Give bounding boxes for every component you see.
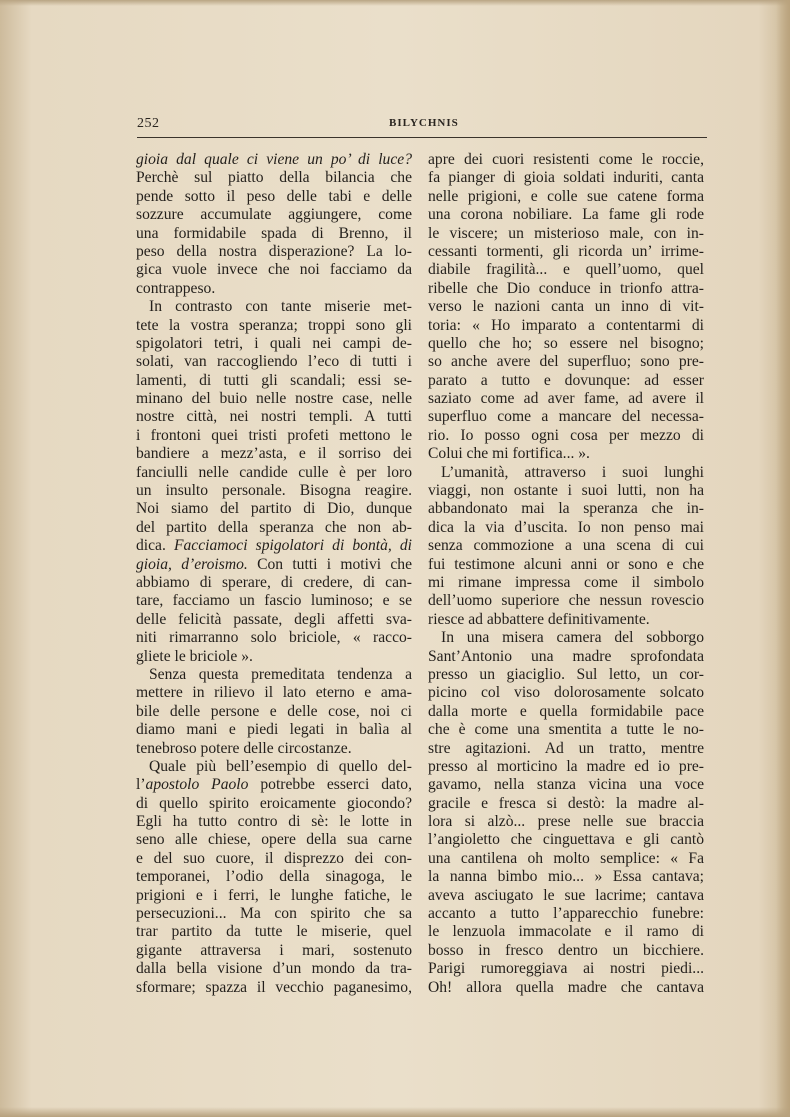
text-segment: una formidabile spada di Brenno, il	[136, 224, 412, 242]
text-segment: presso al morticino la madre ed io pre-	[428, 757, 704, 775]
text-segment: lamenti, di tutti gli scandali; essi se-	[136, 371, 412, 389]
text-line	[428, 740, 704, 758]
text-segment: senza commozione a una scena di cui	[428, 537, 704, 555]
text-line	[136, 795, 412, 813]
text-line	[136, 261, 412, 279]
text-line	[136, 243, 412, 261]
text-segment: presso un giaciglio. Sul letto, un cor-	[428, 665, 704, 683]
text-segment: Perchè sul piatto della bilancia che	[136, 169, 412, 187]
text-segment: pende sotto il peso delle tabi e delle	[136, 187, 412, 205]
text-segment: le viscere; un misterioso male, con in-	[428, 224, 704, 242]
text-line	[428, 390, 704, 408]
text-line	[428, 261, 704, 279]
text-segment: prigioni e i ferri, le lunghe fatiche, le	[136, 886, 412, 904]
page-header	[137, 116, 707, 136]
text-line	[428, 979, 704, 997]
text-segment: dica.	[136, 537, 174, 555]
text-line	[428, 574, 704, 592]
text-line	[136, 335, 412, 353]
text-line	[136, 225, 412, 243]
text-segment: abbiamo di sperare, di credere, di can-	[136, 573, 412, 591]
text-segment: bosso in fresco dentro un bicchiere.	[428, 941, 704, 959]
text-segment: accanto a tutto l’apparecchio funebre:	[428, 905, 704, 923]
text-line	[136, 648, 412, 666]
text-segment: superfluo come a mancare del necessa-	[428, 408, 704, 426]
text-line	[136, 206, 412, 224]
text-segment: delle felicità passate, degli affetti sva-	[136, 610, 412, 628]
text-line	[428, 758, 704, 776]
header-rule	[137, 137, 707, 138]
text-line	[428, 500, 704, 518]
right-text-column	[428, 151, 704, 997]
text-line	[136, 592, 412, 610]
text-line	[136, 721, 412, 739]
text-segment: mi rimane impressa come il simbolo	[428, 573, 704, 591]
text-line	[136, 427, 412, 445]
page-top-edge-shadow	[0, 0, 790, 6]
text-line	[136, 887, 412, 905]
text-segment: l’angioletto che cinguettava e gli cantò	[428, 831, 704, 849]
text-line	[428, 813, 704, 831]
text-line	[428, 408, 704, 426]
text-segment: lora si alzò... prese nelle sue braccia	[428, 813, 704, 831]
text-line	[136, 923, 412, 941]
text-line	[136, 960, 412, 978]
text-segment: fa pianger di gioia soldati induriti, canta	[428, 169, 704, 187]
text-segment: diabile fragilità... e quell’uomo, quel	[428, 261, 704, 279]
text-line	[428, 960, 704, 978]
text-segment: apre dei cuori resistenti come le roccie,	[428, 151, 704, 168]
text-line	[136, 500, 412, 518]
text-line	[428, 372, 704, 390]
text-line	[136, 979, 412, 997]
text-segment: Oh! allora quella madre che cantava	[428, 978, 704, 996]
text-segment: i frontoni quei tristi profeti mettono le	[136, 426, 412, 444]
text-segment: nelle prigioni, e colle sue catene forma	[428, 187, 704, 205]
text-line	[428, 721, 704, 739]
text-line	[428, 537, 704, 555]
text-line	[428, 648, 704, 666]
text-segment: riesce ad abbattere definitivamente.	[428, 610, 650, 628]
text-segment: Sant’Antonio una madre sprofondata	[428, 647, 704, 665]
text-segment: e del suo cuore, il disprezzo dei con-	[136, 849, 412, 867]
text-line	[428, 776, 704, 794]
text-segment: tenebroso potere delle circostanze.	[136, 739, 352, 757]
text-line	[136, 151, 412, 169]
text-segment: verso le nazioni canta un inno di vit-	[428, 298, 704, 316]
text-segment: del partito della speranza che non ab-	[136, 518, 412, 536]
text-line	[136, 482, 412, 500]
text-segment: contrappeso.	[136, 279, 216, 297]
text-segment: gliete le briciole ».	[136, 647, 253, 665]
text-segment: tare, facciamo un fascio luminoso; e se	[136, 592, 412, 610]
text-line	[428, 942, 704, 960]
text-line	[428, 684, 704, 702]
text-line	[428, 592, 704, 610]
text-segment: temporanei, l’odio della sinagoga, le	[136, 868, 412, 886]
text-line	[428, 703, 704, 721]
text-line	[428, 169, 704, 187]
text-line	[428, 795, 704, 813]
text-segment: un insulto personale. Bisogna reagire.	[136, 482, 412, 500]
text-line	[136, 169, 412, 187]
text-line	[136, 776, 412, 794]
text-line	[428, 611, 704, 629]
text-line	[136, 445, 412, 463]
text-line	[428, 225, 704, 243]
text-segment: una corona nobiliare. La fame gli rode	[428, 206, 704, 224]
text-line	[136, 537, 412, 555]
text-line	[428, 353, 704, 371]
text-line	[428, 335, 704, 353]
text-segment: solati, van raccogliendo l’eco di tutti i	[136, 353, 412, 371]
text-line	[428, 427, 704, 445]
text-segment: peso della nostra disperazione? La lo-	[136, 242, 412, 260]
text-line	[136, 556, 412, 574]
text-segment: gracile e fresca si destò: la madre al-	[428, 794, 704, 812]
text-segment: ribelle che Dio conduce in trionfo attra-	[428, 279, 704, 297]
text-segment: In una misera camera del sobborgo	[441, 629, 704, 647]
text-line	[136, 758, 412, 776]
text-line	[428, 280, 704, 298]
text-segment: quello che ho; so essere nel bisogno;	[428, 334, 704, 352]
text-segment: toria: « Ho imparato a contentarmi di	[428, 316, 704, 334]
text-segment: trar partito da tutte le miserie, quel	[136, 923, 412, 941]
text-segment: minano del buio nelle nostre case, nelle	[136, 390, 412, 408]
text-line	[136, 353, 412, 371]
page-bottom-edge-shadow	[0, 1107, 790, 1117]
text-line	[136, 905, 412, 923]
text-segment: Senza questa premeditata tendenza a	[149, 665, 412, 683]
text-line	[428, 831, 704, 849]
running-head: BILYCHNIS	[389, 117, 459, 129]
text-line	[428, 298, 704, 316]
text-segment: In contrasto con tante miserie met-	[149, 298, 412, 316]
text-line	[428, 317, 704, 335]
text-line	[428, 850, 704, 868]
text-line	[428, 556, 704, 574]
text-line	[136, 317, 412, 335]
text-segment: dell’uomo superiore che nessun rovescio	[428, 592, 704, 610]
text-segment: sformare; spazza il vecchio paganesimo,	[136, 978, 412, 996]
text-segment: niti rimarranno solo briciole, « racco-	[136, 629, 412, 647]
text-line	[428, 887, 704, 905]
text-line	[136, 703, 412, 721]
text-segment: mettere in rilievo il lato eterno e ama-	[136, 684, 412, 702]
text-segment: tete la vostra speranza; troppi sono gli	[136, 316, 412, 334]
text-segment: Egli ha tutto contro di sè: le lotte in	[136, 813, 412, 831]
text-line	[136, 390, 412, 408]
page-number: 252	[137, 116, 160, 131]
text-segment: gigante attraversa i mari, sostenuto	[136, 941, 412, 959]
text-segment: Parigi rumoreggiava ai nostri piedi...	[428, 960, 704, 978]
text-line	[428, 482, 704, 500]
text-line	[136, 666, 412, 684]
italic-text: gioia dal quale ci viene un po’ di luce?	[136, 151, 412, 168]
text-line	[136, 188, 412, 206]
text-segment: diamo mani e piedi legati in balìa al	[136, 721, 412, 739]
left-text-column	[136, 151, 412, 997]
text-segment: Quale più bell’esempio di quello del-	[149, 757, 412, 775]
text-line	[136, 298, 412, 316]
text-line	[428, 666, 704, 684]
text-segment: la nanna bimbo mio... » Essa cantava;	[428, 868, 704, 886]
text-segment: picino col viso dolorosamente solcato	[428, 684, 704, 702]
text-segment: dica la via d’uscita. Io non penso mai	[428, 518, 704, 536]
text-segment: seno alle chiese, opere della sua carne	[136, 831, 412, 849]
italic-text: apostolo Paolo	[145, 776, 249, 794]
text-line	[136, 408, 412, 426]
text-segment: una cantilena oh molto semplice: « Fa	[428, 849, 704, 867]
text-line	[136, 280, 412, 298]
text-line	[136, 519, 412, 537]
text-line	[428, 868, 704, 886]
text-line	[428, 445, 704, 463]
text-segment: l’	[136, 776, 146, 794]
text-segment: le lenzuola immacolate e il ramo di	[428, 923, 704, 941]
text-segment: L’umanità, attraverso i suoi lunghi	[441, 463, 704, 481]
text-segment: parato a tutto e dovunque: ad esser	[428, 371, 704, 389]
text-line	[136, 684, 412, 702]
text-segment: stre agitazioni. Ad un tratto, mentre	[428, 739, 704, 757]
text-segment: Colui che mi fortifica... ».	[428, 445, 590, 463]
text-segment: bandiere a mezz’asta, e il sorriso dei	[136, 445, 412, 463]
text-segment: bile delle persone e delle cose, noi ci	[136, 702, 412, 720]
text-segment: fanciulli nelle candide culle è per loro	[136, 463, 412, 481]
text-line	[428, 519, 704, 537]
page-right-edge-shadow	[776, 0, 790, 1117]
text-line	[428, 923, 704, 941]
text-segment: gica vuole invece che noi facciamo da	[136, 261, 412, 279]
text-line	[136, 372, 412, 390]
text-segment: aveva asciugato le sue lacrime; cantava	[428, 886, 704, 904]
text-segment: fui testimone alcuni anni or sono e che	[428, 555, 704, 573]
text-segment: dalla bella visione d’un mondo da tra-	[136, 960, 412, 978]
text-line	[136, 611, 412, 629]
text-line	[136, 813, 412, 831]
text-segment: so anche avere del superfluo; sono pre-	[428, 353, 704, 371]
text-line	[136, 464, 412, 482]
text-segment: viaggi, non ostante i suoi lutti, non ha	[428, 482, 704, 500]
italic-text: gioia, d’eroismo.	[136, 555, 248, 573]
text-segment: dalla morte e quella formidabile pace	[428, 702, 704, 720]
text-line	[428, 188, 704, 206]
text-segment: abbandonato mai la speranza che in-	[428, 500, 704, 518]
text-segment: gavamo, nella stanza vicina una voce	[428, 776, 704, 794]
text-segment: di quello spirito eroicamente giocondo?	[136, 794, 412, 812]
text-line	[428, 464, 704, 482]
text-line	[136, 942, 412, 960]
text-segment: sozzure accumulate aggiungere, come	[136, 206, 412, 224]
text-line	[428, 629, 704, 647]
text-segment: che è come una smentita a tutte le no-	[428, 721, 704, 739]
text-segment: nostre città, nei nostri templi. A tutti	[136, 408, 412, 426]
text-segment: persecuzioni... Ma con spirito che sa	[136, 905, 412, 923]
text-segment: cessanti tormenti, gli ricorda un’ irrime-	[428, 242, 704, 260]
text-line	[428, 243, 704, 261]
text-line	[428, 206, 704, 224]
text-line	[136, 574, 412, 592]
text-line	[428, 905, 704, 923]
text-line	[136, 629, 412, 647]
text-line	[136, 740, 412, 758]
text-line	[136, 868, 412, 886]
text-segment: Con tutti i motivi che	[247, 555, 412, 573]
text-segment: rio. Io posso ogni cosa per mezzo di	[428, 426, 704, 444]
text-line	[136, 831, 412, 849]
text-line	[136, 850, 412, 868]
text-segment: potrebbe esserci dato,	[248, 776, 412, 794]
text-segment: spigolatori tetri, i quali nei campi de-	[136, 334, 412, 352]
text-line	[428, 151, 704, 169]
text-segment: saziato come ad aver fame, ad avere il	[428, 390, 704, 408]
text-segment: Noi siamo del partito di Dio, dunque	[136, 500, 412, 518]
italic-text: Facciamoci spigolatori di bontà, di	[173, 537, 412, 555]
